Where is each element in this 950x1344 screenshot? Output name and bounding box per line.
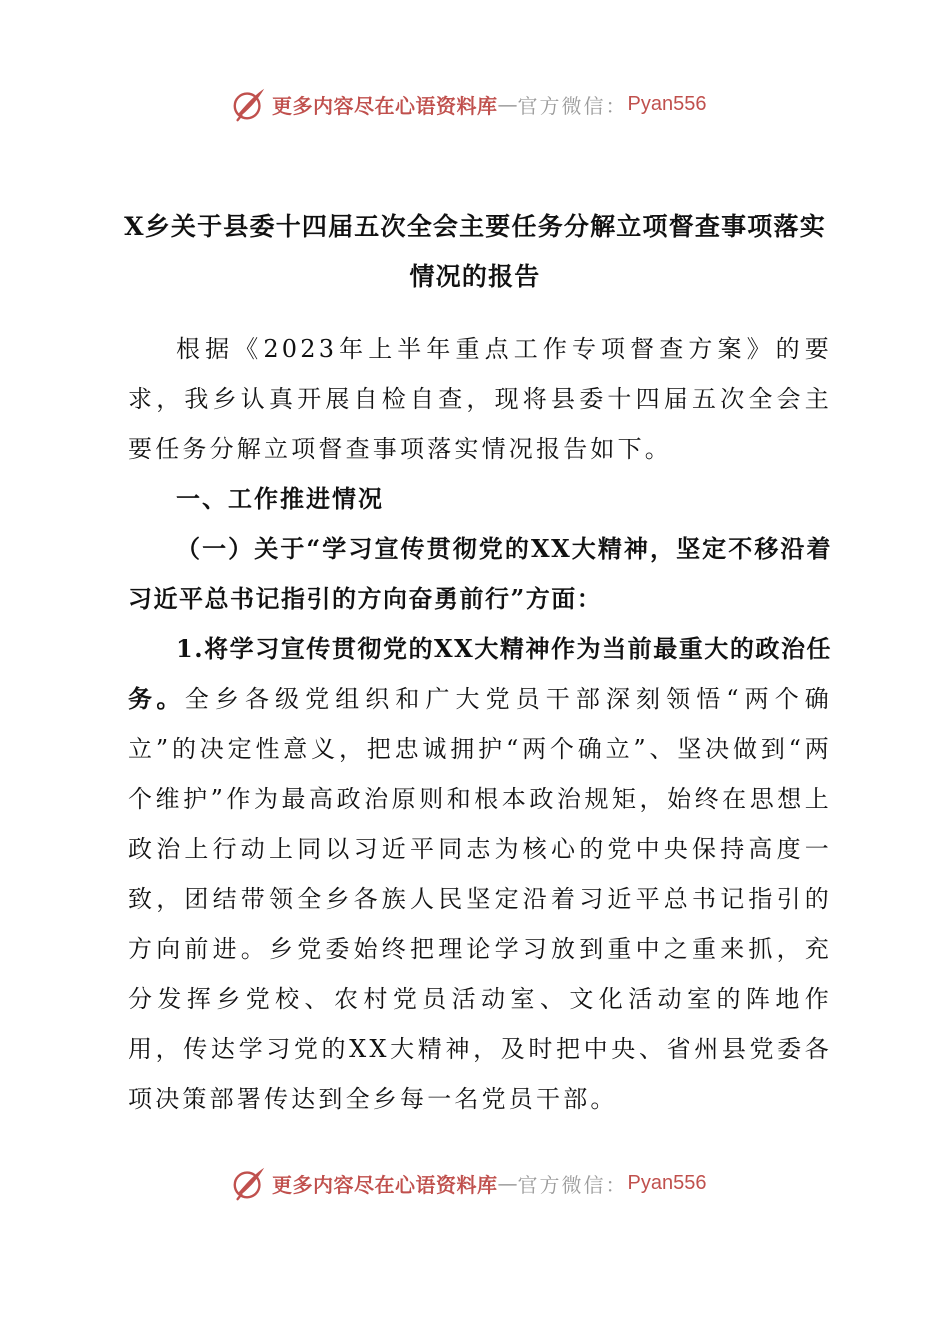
banner-wechat-id: Pyan556	[627, 1171, 707, 1194]
quill-pen-icon	[230, 85, 268, 123]
title-line-2: 情况的报告	[409, 262, 541, 291]
banner-text: 更多内容尽在心语资料库	[272, 93, 498, 118]
document-title	[120, 202, 830, 302]
item-paragraph	[128, 624, 832, 1124]
footer-banner	[230, 1163, 706, 1203]
intro-paragraph: 根据《2023年上半年重点工作专项督查方案》的要求，我乡认真开展自检自查，现将县委十四届五次全会主要任务分解立项督查事项落实情况报告如下。	[128, 335, 832, 463]
banner-text: 更多内容尽在心语资料库	[272, 1172, 498, 1197]
banner-wechat-id: Pyan556	[627, 92, 707, 115]
title-line-1: X乡关于县委十四届五次全会主要任务分解立项督查事项落实	[124, 212, 826, 241]
document-body	[128, 324, 832, 1124]
banner-dash: —	[497, 1171, 518, 1195]
banner-wechat-label: 官方微信：	[517, 1172, 628, 1197]
quill-pen-icon	[230, 1164, 268, 1202]
subsection-heading: （一）关于“学习宣传贯彻党的XX大精神，坚定不移沿着习近平总书记指引的方向奋勇前行”方面：	[128, 534, 832, 613]
banner-wechat-label: 官方微信：	[517, 93, 628, 118]
banner-dash: —	[497, 92, 518, 116]
section-heading: 一、工作推进情况	[176, 484, 384, 513]
header-banner	[230, 84, 706, 124]
item-body-text: 全乡各级党组织和广大党员干部深刻领悟“两个确立”的决定性意义，把忠诚拥护“两个确立”、坚决做到“两个维护”作为最高政治原则和根本政治规矩，始终在思想上政治上行动上同以习近平同志为核心的党中央保持高度一致，团结带领全乡各族人民坚定沿着习近平总书记指引的方向前进。乡党委始终把理论学习放到重中之重来抓，充分发挥乡党校、农村党员活动室、文化活动室的阵地作用，传达学习党的XX大精神，及时把中央、省州县党委各项决策部署传达到全乡每一名党员干部。	[128, 685, 833, 1113]
item-bold-lead: 1.将学习宣传贯彻党的XX大精神作为当前最重大的政治任务。	[128, 634, 832, 713]
